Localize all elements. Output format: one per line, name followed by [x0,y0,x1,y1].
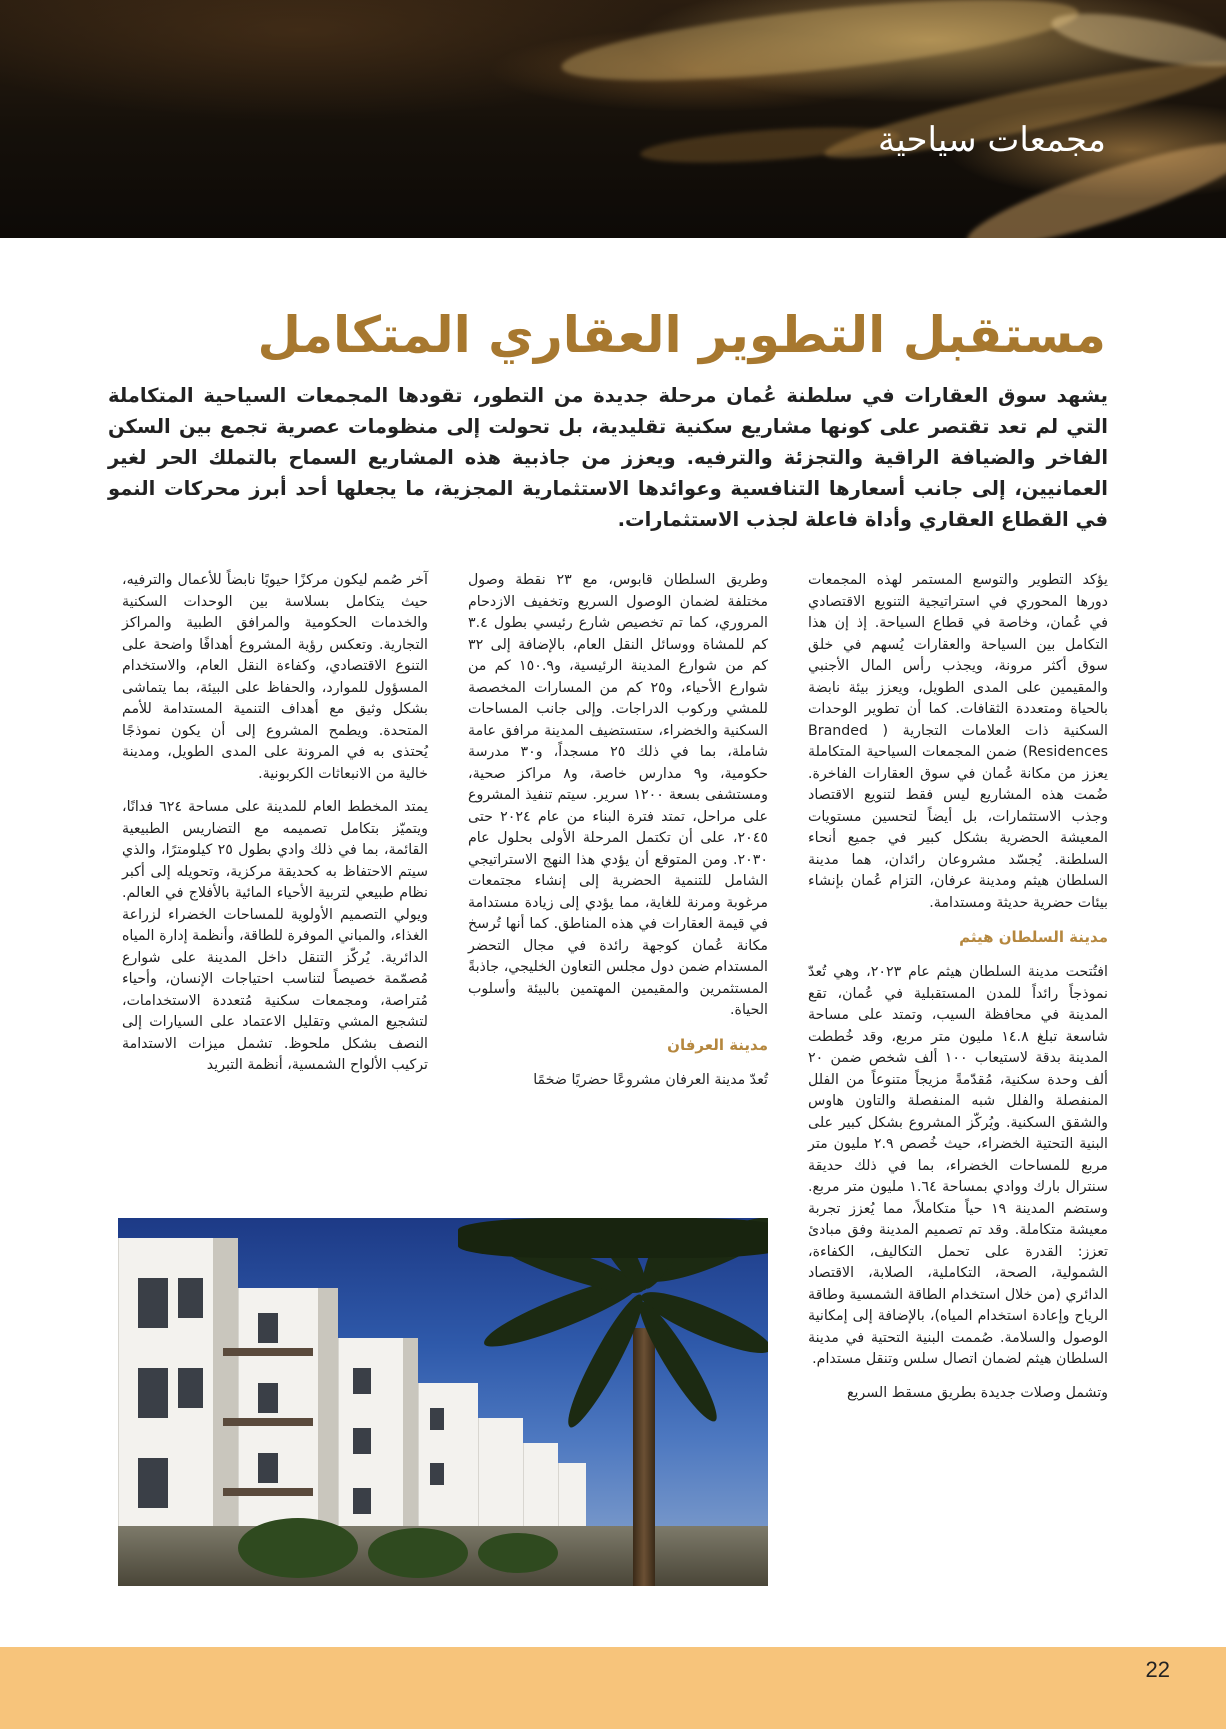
paragraph: وطريق السلطان قابوس، مع ٢٣ نقطة وصول مختلفة لضمان الوصول السريع وتخفيف الازدحام المروري، كما تم تخصيص شارع رئيسي بطول ٣.٤ كم للمشاة ووسائل النقل العام، بالإضافة إلى ٣٢ كم من شوارع المدينة الرئيسية، و١٥٠.٩ كم من شوارع الأحياء، و٢٥ كم من المسارات المخصصة للمشي وركوب الدراجات. وإلى جانب المساحات السكنية والخضراء، ستستضيف المدينة مرافق عامة شاملة، بما في ذلك ٢٥ مسجداً، و٣٠ مدرسة حكومية، و٩ مدارس خاصة، و٨ مراكز صحية، ومستشفى بسعة ١٢٠٠ سرير. سيتم تنفيذ المشروع على مراحل، تمتد فترة البناء من عام ٢٠٢٤ حتى ٢٠٤٥، على أن تكتمل المرحلة الأولى بحلول عام ٢٠٣٠. ومن المتوقع أن يؤدي هذا النهج الاستراتيجي الشامل للتنمية الحضرية إلى إنشاء مجتمعات مرغوبة ومرنة للغاية، مما يؤدي إلى زيادة مستدامة في قيمة العقارات في هذه المناطق. كما أنها تُرسخ مكانة عُمان كوجهة رائدة في مجال التحضر المستدام ضمن دول مجلس التعاون الخليجي، جاذبةً المستثمرين والمقيمين المهتمين بالبيئة وأسلوب الحياة. [468,572,769,1018]
subheading-irfan-city: مدينة العرفان [667,1035,768,1054]
paragraph: آخر صُمم ليكون مركزًا حيويًا نابضاً للأعمال والترفيه، حيث يتكامل بسلاسة بين الوحدات السكنية والخدمات الحكومية والمرافق الطبية والمراكز التجارية. وتعكس رؤية المشروع أهدافًا واضحة على التنوع الاقتصادي، وكفاءة النقل العام، والاستخدام المسؤول للموارد، والحفاظ على البيئة، بما يتماشى بشكل وثيق مع أهداف التنمية المستدامة للأمم المتحدة. ويطمح المشروع إلى أن يكون نموذجًا يُحتذى به في المرونة على المدى الطويل، ومدينة خالية من الانبعاثات الكربونية. [122,572,428,782]
section-title: مجمعات سياحية [877,120,1106,160]
paragraph: يؤكد التطوير والتوسع المستمر لهذه المجمعات دورها المحوري في استراتيجية التنويع الاقتصادي في عُمان، وخاصة في قطاع السياحة. إذ إن هذا التكامل بين السياحة والعقارات يُسهم في خلق سوق أكثر مرونة، ويجذب رأس المال الأجنبي والمقيمين على المدى الطويل، ويعزز بيئة نابضة بالحياة ومتعددة الثقافات. كما أن تطوير الوحدات السكنية ذات العلامات التجارية ( Branded Residences) ضمن المجمعات السياحية المتكاملة يعزز من مكانة عُمان في سوق العقارات الفاخرة. ضُمت هذه المشاريع ليس فقط لتنويع الاقتصاد وجذب الاستثمارات، بل أيضاً لتحسين مستويات المعيشة الحضرية بشكل كبير في جميع أنحاء السلطنة. يُجسّد مشروعان رائدان، هما مدينة السلطان هيثم ومدينة عرفان، التزام عُمان بإنشاء بيئات حضرية حديثة ومستدامة. [808,572,1108,911]
header-banner [0,0,1226,238]
paragraph: افتُتحت مدينة السلطان هيثم عام ٢٠٢٣، وهي تُعدّ نموذجاً رائداً للمدن المستقبلية في عُمان، تقع المدينة في محافظة السيب، وتمتد على مساحة شاسعة تبلغ ١٤.٨ مليون متر مربع، وقد خُططت المدينة بدقة لاستيعاب ١٠٠ ألف شخص ضمن ٢٠ ألف وحدة سكنية، مُقدّمةً مزيجاً متنوعاً من الفلل المنفصلة والفلل شبه المنفصلة والتاون هاوس والشقق السكنية. ويُركّز المشروع بشكل كبير على البنية التحتية الخضراء، حيث خُصص ٢.٩ مليون متر مربع للمساحات الخضراء، بما في ذلك حديقة سنترال بارك ووادي بمساحة ١.٦٤ مليون متر مربع. وستضم المدينة ١٩ حياً متكاملاً، مما يُعزز تجربة معيشة متكاملة. وقد تم تصميم المدينة وفق مبادئ تعزز: القدرة على تحمل التكاليف، الكفاءة، الشمولية، الصحة، التكاملية، الصلابة، الاقتصاد الدائري (من خلال استخدام الطاقة الشمسية وطاقة الرياح وإعادة استخدام المياه)، بالإضافة إلى إمكانية الوصول والسلامة. صُممت البنية التحتية في مدينة السلطان هيثم لضمان اتصال سلس وتنقل مستدام. [808,964,1108,1367]
column-right [808,570,1108,1600]
column-left [122,570,428,1190]
footer-bar [0,1647,1226,1729]
article-lead: يشهد سوق العقارات في سلطنة عُمان مرحلة جديدة من التطور، تقودها المجمعات السياحية المتكاملة التي لم تعد تقتصر على كونها مشاريع سكنية تقليدية، بل تحولت إلى منظومات عصرية تجمع بين السكن الفاخر والضيافة الراقية والتجزئة والترفيه. ويعزز من جاذبية هذه المشاريع السماح بالتملك الحر لغير العمانيين، إلى جانب أسعارها التنافسية وعوائدها الاستثمارية المجزية، ما يجعلها أحد أبرز محركات النمو في القطاع العقاري وأداة فاعلة لجذب الاستثمارات. [108,384,1108,531]
paragraph: تُعدّ مدينة العرفان مشروعًا حضريًا ضخمًا [533,1071,768,1088]
residential-buildings-palm-photo [118,1218,768,1586]
page-number: 22 [1145,1657,1170,1682]
paragraph: يمتد المخطط العام للمدينة على مساحة ٦٢٤ فدانًا، ويتميّز بتكامل تصميمه مع التضاريس الطبيعية القائمة، بما في ذلك وادي بطول ٢٥ كيلومترًا، والذي سيتم الاحتفاظ به كحديقة مركزية، وتحويله إلى أكبر نظام طبيعي لتربية الأحياء المائية بالأفلاج في العالم. ويولي التصميم الأولوية للمساحات الخضراء لزراعة الغذاء، والمباني الموفرة للطاقة، وأنظمة إدارة المياه الدائرية. يُركّز التنقل داخل المدينة على شوارع مُصمّمة خصيصاً لتناسب احتياجات الإنسان، وأحياء مُتراصة، ومجمعات سكنية مُتعددة الاستخدامات، لتشجيع المشي وتقليل الاعتماد على السيارات إلى النصف بشكل ملحوظ. تشمل ميزات الاستدامة تركيب الألواح الشمسية، أنظمة التبريد [122,799,429,1073]
subheading-sultan-haitham-city: مدينة السلطان هيثم [959,928,1108,946]
article-title: مستقبل التطوير العقاري المتكامل [257,306,1106,364]
paragraph: وتشمل وصلات جديدة بطريق مسقط السريع [846,1384,1108,1401]
column-middle [468,570,768,1190]
